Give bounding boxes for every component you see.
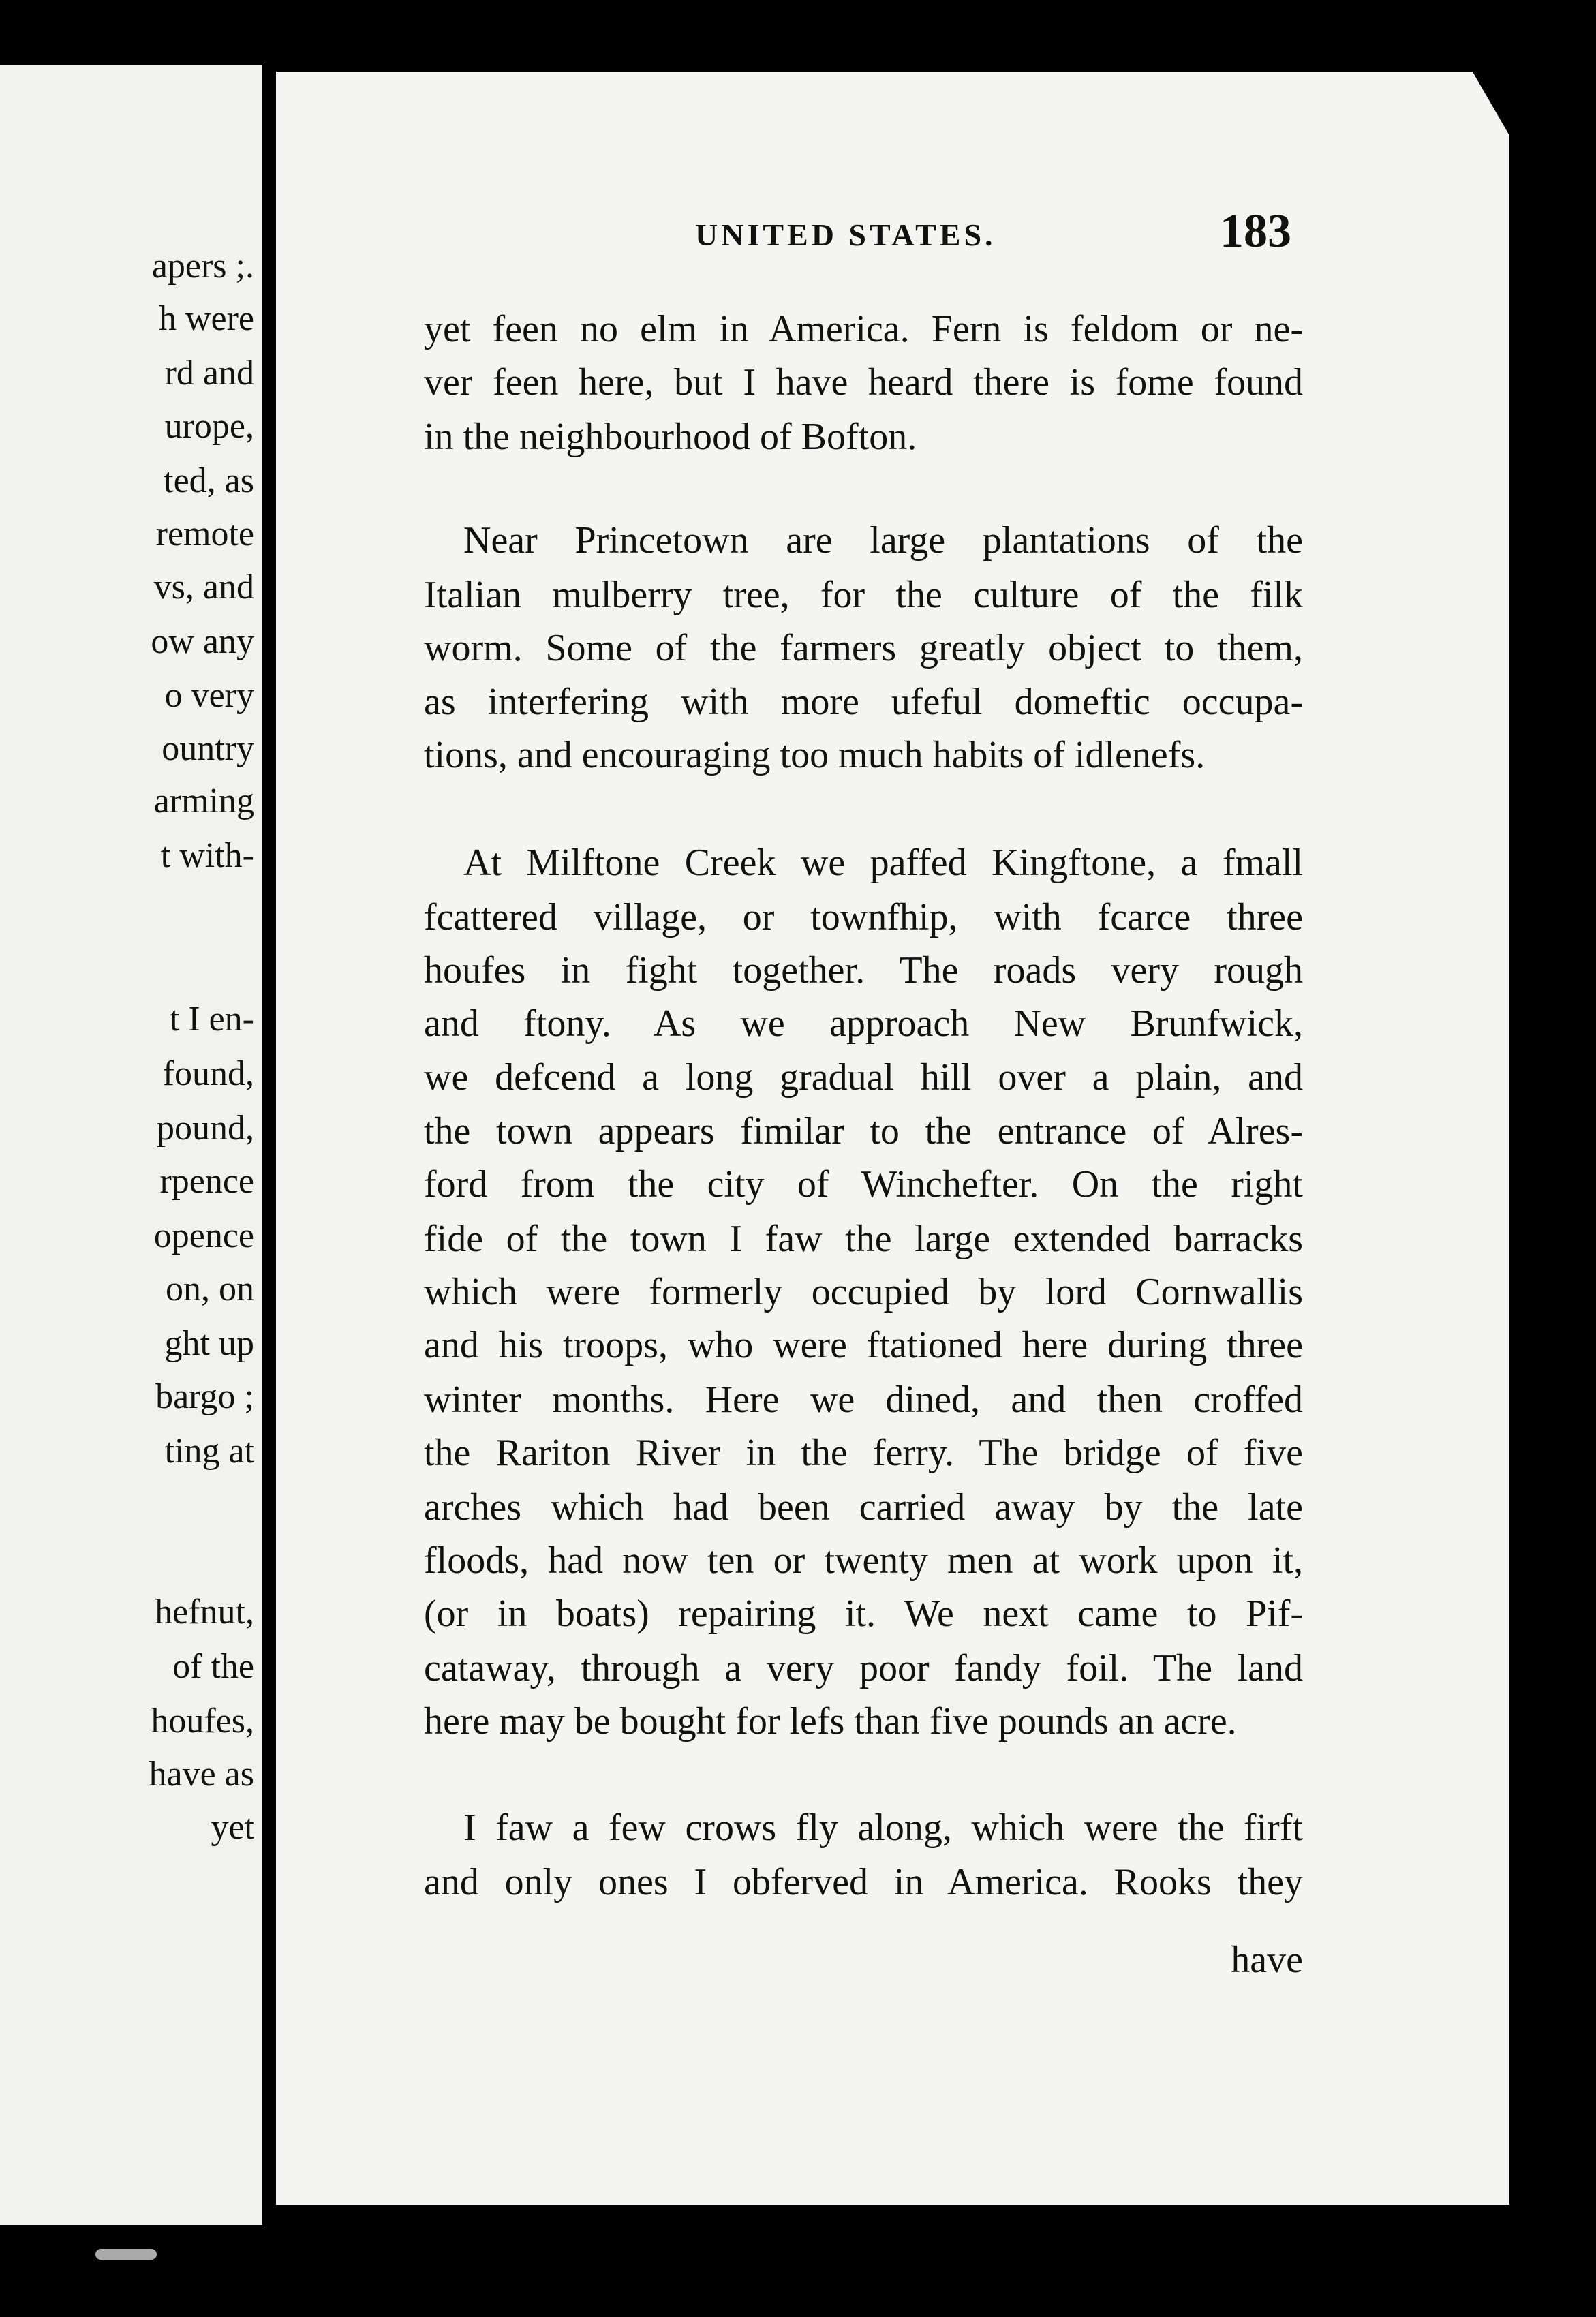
- left-page-line: t I en-: [169, 1000, 254, 1039]
- left-page-line: have as: [149, 1755, 254, 1794]
- text-line: yet feen no elm in America. Fern is feldom or ne-: [424, 308, 1303, 350]
- left-page-line: on, on: [166, 1270, 254, 1308]
- text-line: which were formerly occupied by lord Cornwallis: [424, 1271, 1303, 1313]
- text-line: winter months. Here we dined, and then croffed: [424, 1379, 1303, 1421]
- text-line: and his troops, who were ftationed here during three: [424, 1324, 1303, 1366]
- text-line: At Milftone Creek we paffed Kingftone, a fmall: [463, 842, 1303, 884]
- text-line: Near Princetown are large plantations of the: [463, 519, 1303, 562]
- left-page-line: of the: [172, 1647, 254, 1686]
- left-page-line: o very: [164, 676, 254, 715]
- left-page-line: opence: [153, 1216, 254, 1255]
- left-page-line: h were: [158, 299, 254, 338]
- left-page-line: hefnut,: [155, 1593, 254, 1631]
- text-line: as interfering with more ufeful domeftic occupa-: [424, 681, 1303, 723]
- left-page-line: rpence: [159, 1162, 254, 1201]
- running-head: UNITED STATES.: [695, 217, 996, 252]
- left-page-line: pound,: [157, 1109, 254, 1148]
- left-page-line: arming: [153, 782, 254, 820]
- text-line: and only ones I obferved in America. Rooks they: [424, 1861, 1303, 1903]
- text-line: fide of the town I faw the large extended barracks: [424, 1218, 1303, 1260]
- left-page-line: ow any: [151, 622, 254, 661]
- text-line: the Rariton River in the ferry. The bridge of five: [424, 1432, 1303, 1474]
- left-page-line: bargo ;: [155, 1377, 254, 1416]
- text-line: in the neighbourhood of Bofton.: [424, 416, 917, 458]
- catchword: have: [1231, 1939, 1303, 1981]
- left-page-line: found,: [162, 1054, 254, 1093]
- text-line: the town appears fimilar to the entrance of Alres-: [424, 1110, 1303, 1152]
- left-page-line: ting at: [164, 1432, 254, 1471]
- text-line: here may be bought for lefs than five pounds an acre.: [424, 1700, 1237, 1743]
- text-line: fcattered village, or townfhip, with fcarce three: [424, 896, 1303, 938]
- text-line: houfes in fight together. The roads very rough: [424, 949, 1303, 992]
- text-line: Italian mulberry tree, for the culture of the filk: [424, 574, 1303, 616]
- left-page-line: apers ;.: [151, 247, 254, 286]
- text-line: worm. Some of the farmers greatly object to them,: [424, 627, 1303, 669]
- text-line: ver feen here, but I have heard there is fome found: [424, 361, 1303, 403]
- text-line: ford from the city of Winchefter. On the right: [424, 1163, 1303, 1206]
- text-line: I faw a few crows fly along, which were the firft: [463, 1807, 1303, 1849]
- left-page-line: rd and: [164, 354, 254, 393]
- text-line: we defcend a long gradual hill over a plain, and: [424, 1056, 1303, 1099]
- left-page-line: ountry: [162, 729, 254, 768]
- left-page-line: urope,: [164, 407, 254, 446]
- text-line: (or in boats) repairing it. We next came to Pif-: [424, 1593, 1303, 1635]
- left-page-line: t with-: [160, 836, 254, 875]
- left-page-fragment: [0, 65, 262, 2225]
- page-number: 183: [1220, 205, 1291, 258]
- left-page-line: yet: [211, 1808, 254, 1847]
- text-line: floods, had now ten or twenty men at work upon it,: [424, 1539, 1303, 1582]
- left-page-line: ted, as: [164, 461, 254, 500]
- text-line: and ftony. As we approach New Brunfwick,: [424, 1002, 1303, 1045]
- left-page-line: houfes,: [151, 1702, 254, 1740]
- left-page-line: remote: [155, 515, 254, 553]
- text-line: arches which had been carried away by the late: [424, 1486, 1303, 1529]
- text-line: cataway, through a very poor fandy foil. The land: [424, 1647, 1303, 1689]
- left-page-line: ght up: [164, 1324, 254, 1363]
- text-line: tions, and encouraging too much habits of idlenefs.: [424, 734, 1206, 776]
- scan-smudge: [95, 2249, 157, 2260]
- left-page-line: vs, and: [153, 568, 254, 607]
